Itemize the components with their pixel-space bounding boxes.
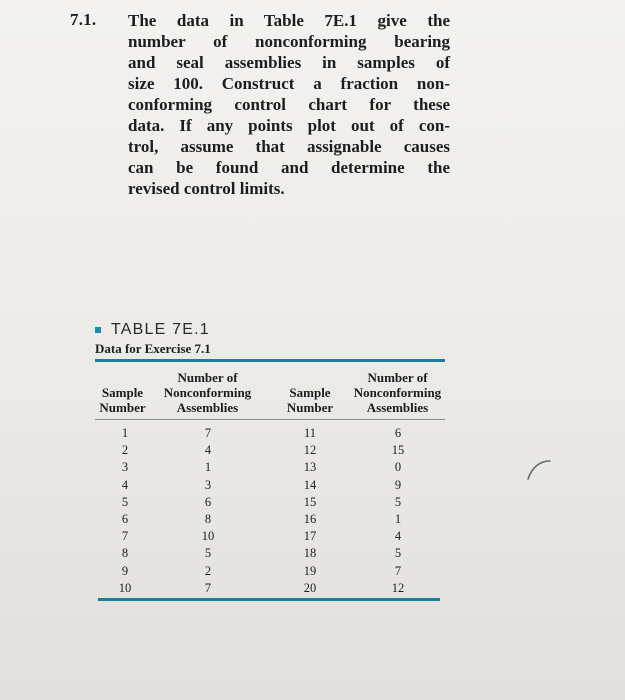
header-line: Assemblies: [366, 400, 429, 415]
table-cell: 7: [394, 563, 402, 578]
table-cell: 18: [303, 546, 317, 561]
table-cell: 10: [201, 529, 215, 544]
header-line: Number of: [367, 370, 428, 385]
table-cell: 4: [394, 529, 402, 544]
table-cell: 6: [204, 494, 212, 509]
column-sample-number-2: [290, 425, 330, 597]
table-cell: 2: [121, 443, 129, 458]
header-line: Sample: [101, 385, 144, 400]
header-line: Number: [286, 400, 334, 415]
table-cell: 3: [121, 460, 129, 475]
exercise-number: 7.1.: [70, 10, 97, 29]
table-cell: 13: [303, 460, 317, 475]
header-sample-number-1: [95, 385, 150, 415]
table-cell: 2: [204, 563, 212, 578]
exercise-line: and seal assemblies in samples of: [128, 53, 450, 72]
header-line: Assemblies: [176, 400, 239, 415]
table-cell: 16: [303, 511, 317, 526]
table-top-rule: [95, 359, 445, 362]
table-title: [95, 321, 210, 339]
table-cell: 17: [303, 529, 317, 544]
exercise-text: [128, 10, 450, 199]
header-line: Number of: [177, 370, 238, 385]
table-cell: 12: [391, 580, 405, 595]
table-cell: 0: [394, 460, 402, 475]
table-cell: 4: [121, 477, 129, 492]
table-cell: 15: [303, 494, 317, 509]
table-cell: 5: [394, 494, 402, 509]
header-nonconforming-1: [155, 370, 260, 415]
exercise-line: conforming control chart for these: [128, 95, 450, 114]
table-cell: 5: [204, 546, 212, 561]
pencil-mark-icon: [520, 455, 560, 485]
table-cell: 5: [394, 546, 402, 561]
table-cell: 1: [121, 426, 129, 440]
table-cell: 4: [204, 443, 212, 458]
exercise-line: number of nonconforming bearing: [128, 32, 450, 51]
bullet-square-icon: [95, 327, 101, 333]
table-cell: 20: [303, 580, 317, 595]
table-header-rule: [95, 419, 445, 420]
table-cell: 8: [204, 511, 212, 526]
exercise-line: size 100. Construct a fraction non-: [128, 74, 450, 93]
table-cell: 19: [303, 563, 317, 578]
table-cell: 1: [204, 460, 212, 475]
header-line: Sample: [289, 385, 331, 400]
table-cell: 9: [121, 563, 129, 578]
exercise-line: data. If any points plot out of con-: [128, 116, 450, 135]
header-line: Nonconforming: [163, 385, 252, 400]
table-cell: 7: [121, 529, 129, 544]
table-cell: 11: [303, 426, 317, 440]
table-cell: 1: [394, 511, 402, 526]
table-cell: 14: [303, 477, 317, 492]
table-cell: 3: [204, 477, 212, 492]
table-cell: 9: [394, 477, 402, 492]
table-cell: 15: [391, 443, 405, 458]
header-sample-number-2: [280, 385, 340, 415]
table-cell: 6: [394, 426, 402, 440]
table-title-text: TABLE 7E.1: [111, 321, 210, 338]
table-cell: 8: [121, 546, 129, 561]
header-nonconforming-2: [345, 370, 450, 415]
header-line: Nonconforming: [353, 385, 442, 400]
column-nonconforming-2: [378, 425, 418, 597]
table-bottom-rule: [98, 598, 440, 601]
column-sample-number-1: [105, 425, 145, 597]
column-nonconforming-1: [188, 425, 228, 597]
table-cell: 10: [118, 580, 132, 595]
table-cell: 6: [121, 511, 129, 526]
exercise-line: revised control limits.: [128, 179, 285, 198]
header-line: Number: [99, 400, 146, 415]
exercise-line: trol, assume that assignable causes: [128, 137, 450, 156]
table-subtitle: Data for Exercise 7.1: [95, 341, 211, 356]
exercise-line: can be found and determine the: [128, 158, 450, 177]
table-cell: 12: [303, 443, 317, 458]
table-cell: 7: [204, 580, 212, 595]
table-cell: 5: [121, 494, 129, 509]
table-cell: 7: [204, 426, 212, 440]
exercise-line: The data in Table 7E.1 give the: [128, 11, 450, 30]
